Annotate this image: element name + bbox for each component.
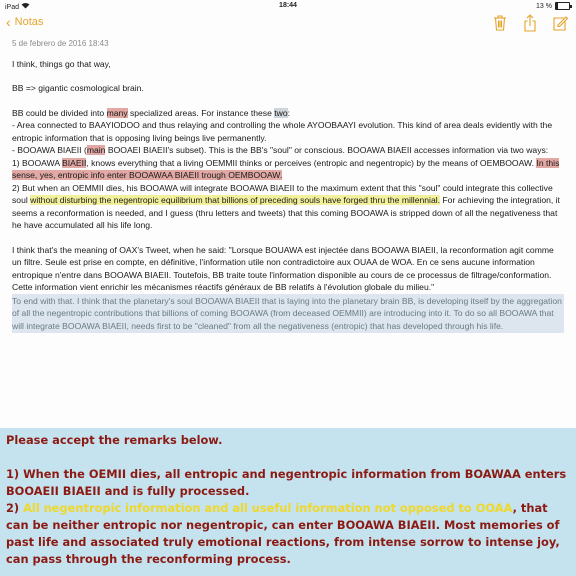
compose-icon[interactable]	[552, 14, 568, 32]
text-span: specialized areas. For instance these	[127, 107, 275, 118]
highlight-pink: many	[106, 107, 128, 118]
remark-text: , that can be neither entropic nor negentropic, can enter BOOAWA BIAEII. Most memories of past life and associated truly emotional reactions, from intense sorrow to intense joy, can pass through the reconforming process.	[6, 501, 560, 566]
highlight-yellow: without disturbing the negentropic equilibrium that billions of preceding souls have forged thru the millennial.	[30, 195, 441, 205]
remarks-panel	[0, 428, 576, 576]
note-selected-paragraph: To end with that. I think that the planetary's soul BOOAWA BIAEII that is laying into the planetary brain BB, is developing itself by the aggregation of all the negentropic contributions that billions of coming BOOAWA (from deceased OEMMII) are introducing into it. To do so all BOOAWA that will integrate BOOAWA BIAEII, needs first to be "cleaned" from all the negativeness (entropic) that has developed through his life.	[12, 294, 564, 334]
chevron-left-icon: ‹	[6, 14, 11, 30]
battery	[536, 2, 570, 10]
remark-highlight: All negentropic information and all useful information not opposed to OOAA	[23, 501, 513, 515]
note-quote-paragraph: I think that's the meaning of OAX's Tweet, when he said: "Lorsque BOUAWA est injectée dans BOOAWA BIAEII, la reconformation agit comme un filtre. Seule est prise en compte, en définitive, l'information utile non contradictoire aux OUAA de WOA. En ce sens aucune information entropique n'entre dans BOOAWA BIAEII. Toutefois, BB traite toute l'information disponible au cours de ce processus de filtrage/conformation. Cette information vient enrichir les mécanismes réactifs généraux de BB relatifs à l'évolution globale du milieu."	[12, 244, 554, 292]
highlight-grey: two	[274, 107, 288, 118]
remark-1: 1) When the OEMII dies, all entropic and negentropic information from BOAWAA enters BOOAEII BIAEII and is fully processed.	[6, 467, 567, 498]
battery-percent: 13 %	[536, 2, 552, 10]
note-paragraph	[12, 107, 564, 120]
battery-level-fill	[556, 3, 558, 9]
note-paragraph	[12, 182, 564, 232]
note-line: BB => gigantic cosmological brain.	[12, 83, 144, 93]
status-bar	[0, 0, 576, 12]
highlight-pink: main	[86, 145, 106, 155]
trash-icon[interactable]	[492, 14, 508, 32]
note-paragraph	[12, 157, 564, 182]
text-span: BB could be divided into	[12, 107, 107, 118]
device-name: iPad	[5, 4, 20, 11]
highlight-pink: BIAEII	[61, 157, 87, 168]
note-line: I think, things go that way,	[12, 58, 111, 69]
battery-icon	[555, 2, 570, 10]
note-body[interactable]	[12, 38, 564, 333]
text-span: 1) BOOAWA	[12, 157, 62, 168]
toolbar	[492, 14, 568, 32]
text-span: , knows everything that a living OEMMII thinks or perceives (entropic and negentropic) by the means of OEMBOOAW.	[86, 157, 537, 168]
clock: 18:44	[279, 2, 297, 9]
remarks-intro: Please accept the remarks below.	[6, 433, 223, 447]
nav-bar	[0, 12, 576, 36]
note-paragraph: - Area connected to BAAYIODOO and thus relaying and controlling the whole AYOOBAAYI evolution. This kind of area deals evidently with the entropic information that is opposing living beings live permanently.	[12, 120, 553, 143]
text-span: - BOOAWA BIAEII (	[12, 145, 87, 155]
highlight-pink: In this sense, yes, entropic info enter BOOAWAA BIAEII trough OEMBOOAW.	[12, 157, 560, 180]
share-icon[interactable]	[522, 14, 538, 32]
remark-number: 2)	[6, 501, 24, 515]
text-span: 2) But when an OEMMII dies, his BOOAWA will integrate BOOAWA BIAEII to the maximum extent that this "soul" could integrate this collective soul	[12, 182, 553, 205]
note-paragraph	[12, 144, 564, 157]
note-date: 5 de febrero de 2016 18:43	[12, 39, 109, 48]
back-label: Notas	[14, 16, 44, 28]
text-span: :	[287, 107, 291, 118]
text-span: BOOAEI BIAEII's subset). This is the BB's "soul" or conscious. BOOAWA BIAEII accesses information via two ways:	[105, 145, 549, 155]
back-button[interactable]	[6, 15, 43, 29]
remark-2	[6, 500, 570, 568]
text-span: For achieving the integration, it seems a reconformation is needed, and I guess (thru letters and tweets) that this coming BOOAWA is stripped down of all the negativeness that he have accumulated all his life long.	[12, 195, 560, 230]
